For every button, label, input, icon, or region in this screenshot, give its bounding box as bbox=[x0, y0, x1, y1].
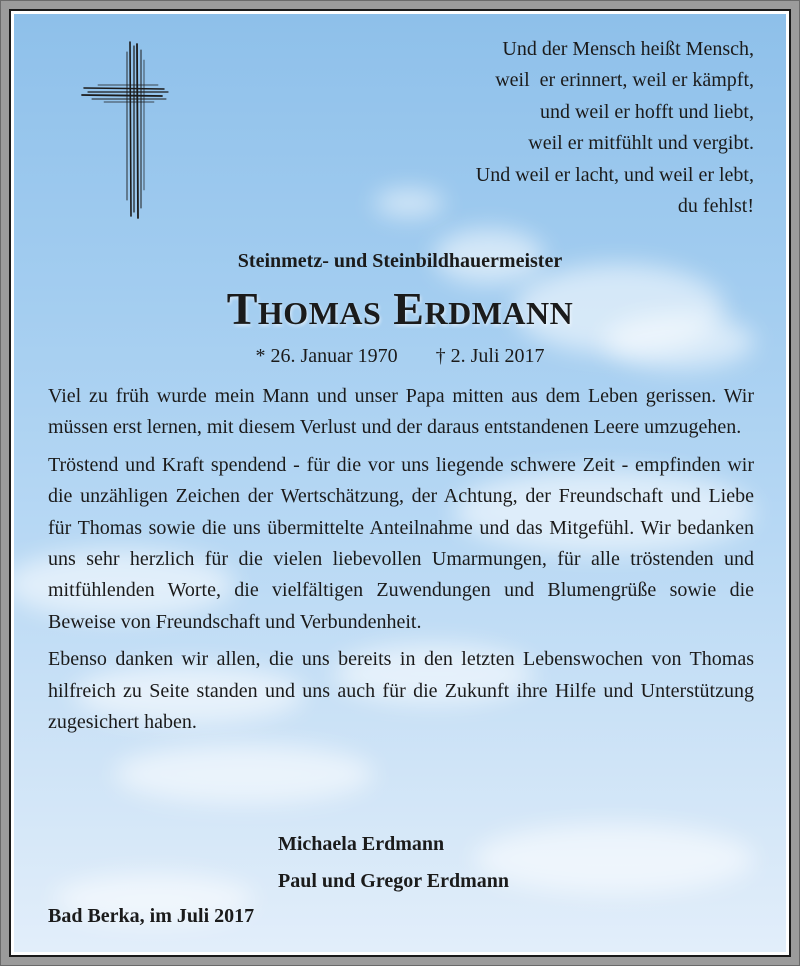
place-date: Bad Berka, im Juli 2017 bbox=[48, 905, 255, 927]
poem-line: Und der Mensch heißt Mensch, bbox=[502, 38, 754, 60]
poem bbox=[476, 34, 754, 222]
poem-line: Und weil er lacht, und weil er lebt, bbox=[475, 163, 754, 186]
signature-children: Paul und Gregor Erdmann bbox=[278, 870, 509, 892]
deceased-name: Thomas Erdmann bbox=[226, 283, 574, 334]
signature-widow: Michaela Erdmann bbox=[278, 833, 445, 855]
notice-text bbox=[48, 381, 754, 742]
birth-date: * 26. Januar 1970 bbox=[255, 345, 398, 367]
poem-line: weil er mitfühlt und vergibt. bbox=[528, 132, 754, 155]
obituary-card bbox=[14, 14, 786, 952]
poem-line: du fehlst! bbox=[677, 195, 754, 218]
cloud bbox=[374, 189, 444, 217]
profession: Steinmetz- und Steinbildhauermeister bbox=[237, 250, 563, 272]
paragraph: Tröstend und Kraft spendend - für die vor uns liegende schwere Zeit - empfinden wir die unzähligen Zeichen der Wertschätzung, der Achtung, der Freundschaft und Liebe für Thomas sowie die uns übermittelte Anteilnahme und das Mitgefühl. Wir bedanken uns sehr herzlich für die vielen liebevollen Umarmungen, für alle tröstenden und mitfühlenden Worte, die vielfältigen Zuwendungen und Blumengrüße sowie die Beweise von Freundschaft und Verbundenheit. bbox=[48, 453, 754, 633]
life-dates bbox=[14, 345, 786, 368]
paragraph: Viel zu früh wurde mein Mann und unser Papa mitten aus dem Leben gerissen. Wir müssen erst lernen, mit diesem Verlust und der daraus entstandenen Leere umzugehen. bbox=[48, 385, 754, 439]
cloud bbox=[114, 744, 374, 804]
poem-line: weil er erinnert, weil er kämpft, bbox=[495, 69, 754, 92]
cross-icon bbox=[80, 40, 170, 220]
death-date: † 2. Juli 2017 bbox=[435, 345, 545, 367]
paragraph: Ebenso danken wir allen, die uns bereits in den letzten Lebenswochen von Thomas hilfreich zu Seite standen und uns auch für die Zukunft ihre Hilfe und Unterstützung zugesichert haben. bbox=[48, 648, 754, 734]
poem-line: und weil er hofft und liebt, bbox=[539, 100, 754, 123]
cloud bbox=[474, 824, 754, 894]
